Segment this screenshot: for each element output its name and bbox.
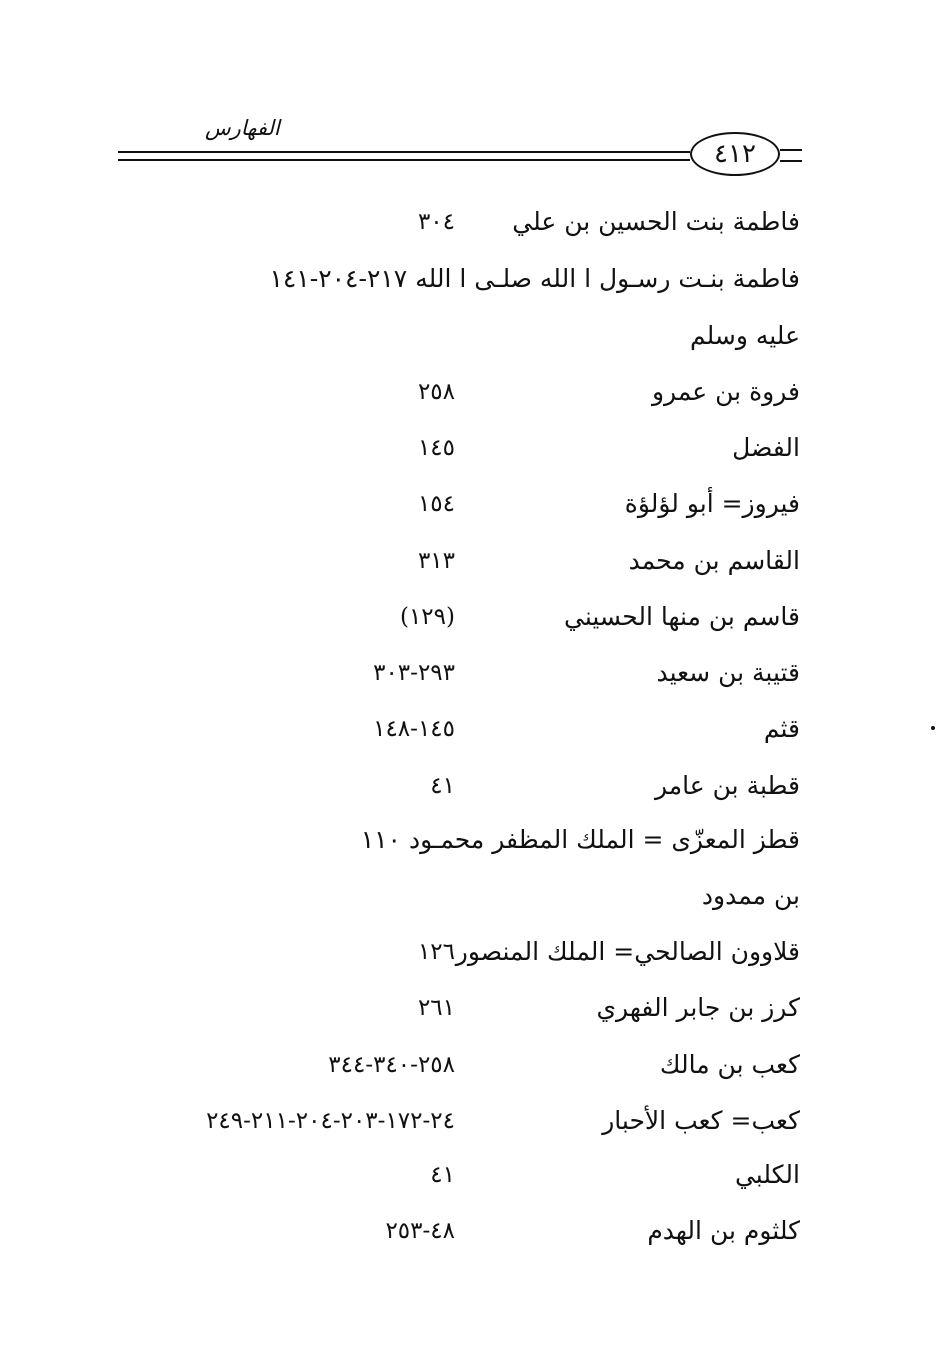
index-entry xyxy=(100,932,800,972)
page-number: ٤١٢ xyxy=(690,132,780,176)
entry-name: فروة بن عمرو xyxy=(651,377,800,406)
index-entry xyxy=(100,372,800,412)
entry-pages: ٢٦١ xyxy=(417,995,455,1021)
entry-pages: ١٢٦ xyxy=(417,939,455,965)
entry-pages: (١٢٩) xyxy=(399,604,455,630)
entry-text: بن ممدود xyxy=(701,881,800,910)
entry-name: كلثوم بن الهدم xyxy=(647,1216,800,1245)
index-entry xyxy=(100,597,800,637)
index-entry xyxy=(100,1211,800,1251)
entry-name: قاسم بن منها الحسيني xyxy=(564,602,800,631)
entry-name: كعب بن مالك xyxy=(659,1050,800,1079)
index-entry xyxy=(100,1155,800,1195)
index-entry xyxy=(100,259,800,299)
entry-name: قثم xyxy=(763,714,800,743)
entry-pages: ١٤٥-١٤٨ xyxy=(373,716,455,742)
entry-name: الفضل xyxy=(732,433,800,462)
margin-speck xyxy=(931,726,935,730)
entry-name: الكلبي xyxy=(734,1160,800,1189)
entry-pages: ٣١٣ xyxy=(417,548,455,574)
entry-name: قلاوون الصالحي= الملك المنصور xyxy=(455,937,800,966)
entry-pages: ٤١ xyxy=(430,1162,455,1188)
entry-name: فيروز= أبو لؤلؤة xyxy=(624,489,800,518)
header-rule-lower xyxy=(118,159,690,161)
index-entry xyxy=(100,766,800,806)
index-entry xyxy=(100,1045,800,1085)
entry-pages: ٤١ xyxy=(430,773,455,799)
header-rule-tail-upper xyxy=(780,149,802,151)
index-entry xyxy=(100,988,800,1028)
index-entry-continuation xyxy=(100,316,800,356)
header-rule-upper xyxy=(118,151,690,153)
entry-name: قتيبة بن سعيد xyxy=(656,658,800,687)
index-entry xyxy=(100,653,800,693)
entry-name: فاطمة بنت الحسين بن علي xyxy=(512,207,800,236)
entry-pages: ٢٥٨-٣٤٠-٣٤٤ xyxy=(328,1052,455,1078)
entry-pages: ٢٤-١٧٢-٢٠٣-٢٠٤-٢١١-٢٤٩ xyxy=(206,1108,455,1134)
index-entry xyxy=(100,428,800,468)
running-title: الفهارس xyxy=(205,116,280,140)
entry-pages: ١٥٤ xyxy=(417,491,455,517)
entry-name: القاسم بن محمد xyxy=(628,546,800,575)
entry-pages: ٢٥٨ xyxy=(417,379,455,405)
header-rule-tail-lower xyxy=(780,160,802,162)
entry-pages: ١٤٥ xyxy=(417,435,455,461)
index-entry-continuation xyxy=(100,876,800,916)
entry-name: كرز بن جابر الفهري xyxy=(596,993,800,1022)
index-entry xyxy=(100,541,800,581)
entry-pages: ٣٠٤ xyxy=(417,209,455,235)
index-entry xyxy=(100,484,800,524)
entry-text: فاطمة بنـت رسـول ا الله صلـى ا الله ٢١٧-٢٠٤-١٤١ xyxy=(269,264,800,293)
index-entry xyxy=(100,820,800,860)
entry-pages: ٢٩٣-٣٠٣ xyxy=(373,660,455,686)
index-entry xyxy=(100,202,800,242)
entry-name: كعب= كعب الأحبار xyxy=(602,1106,800,1135)
entry-name: قطبة بن عامر xyxy=(654,771,800,800)
entry-pages: ٤٨-٢٥٣ xyxy=(385,1218,455,1244)
entry-text: قطز المعزّى = الملك المظفر محمـود ١١٠ xyxy=(360,825,800,854)
index-entry xyxy=(100,709,800,749)
entry-text: عليه وسلم xyxy=(689,321,800,350)
index-entry xyxy=(100,1101,800,1141)
